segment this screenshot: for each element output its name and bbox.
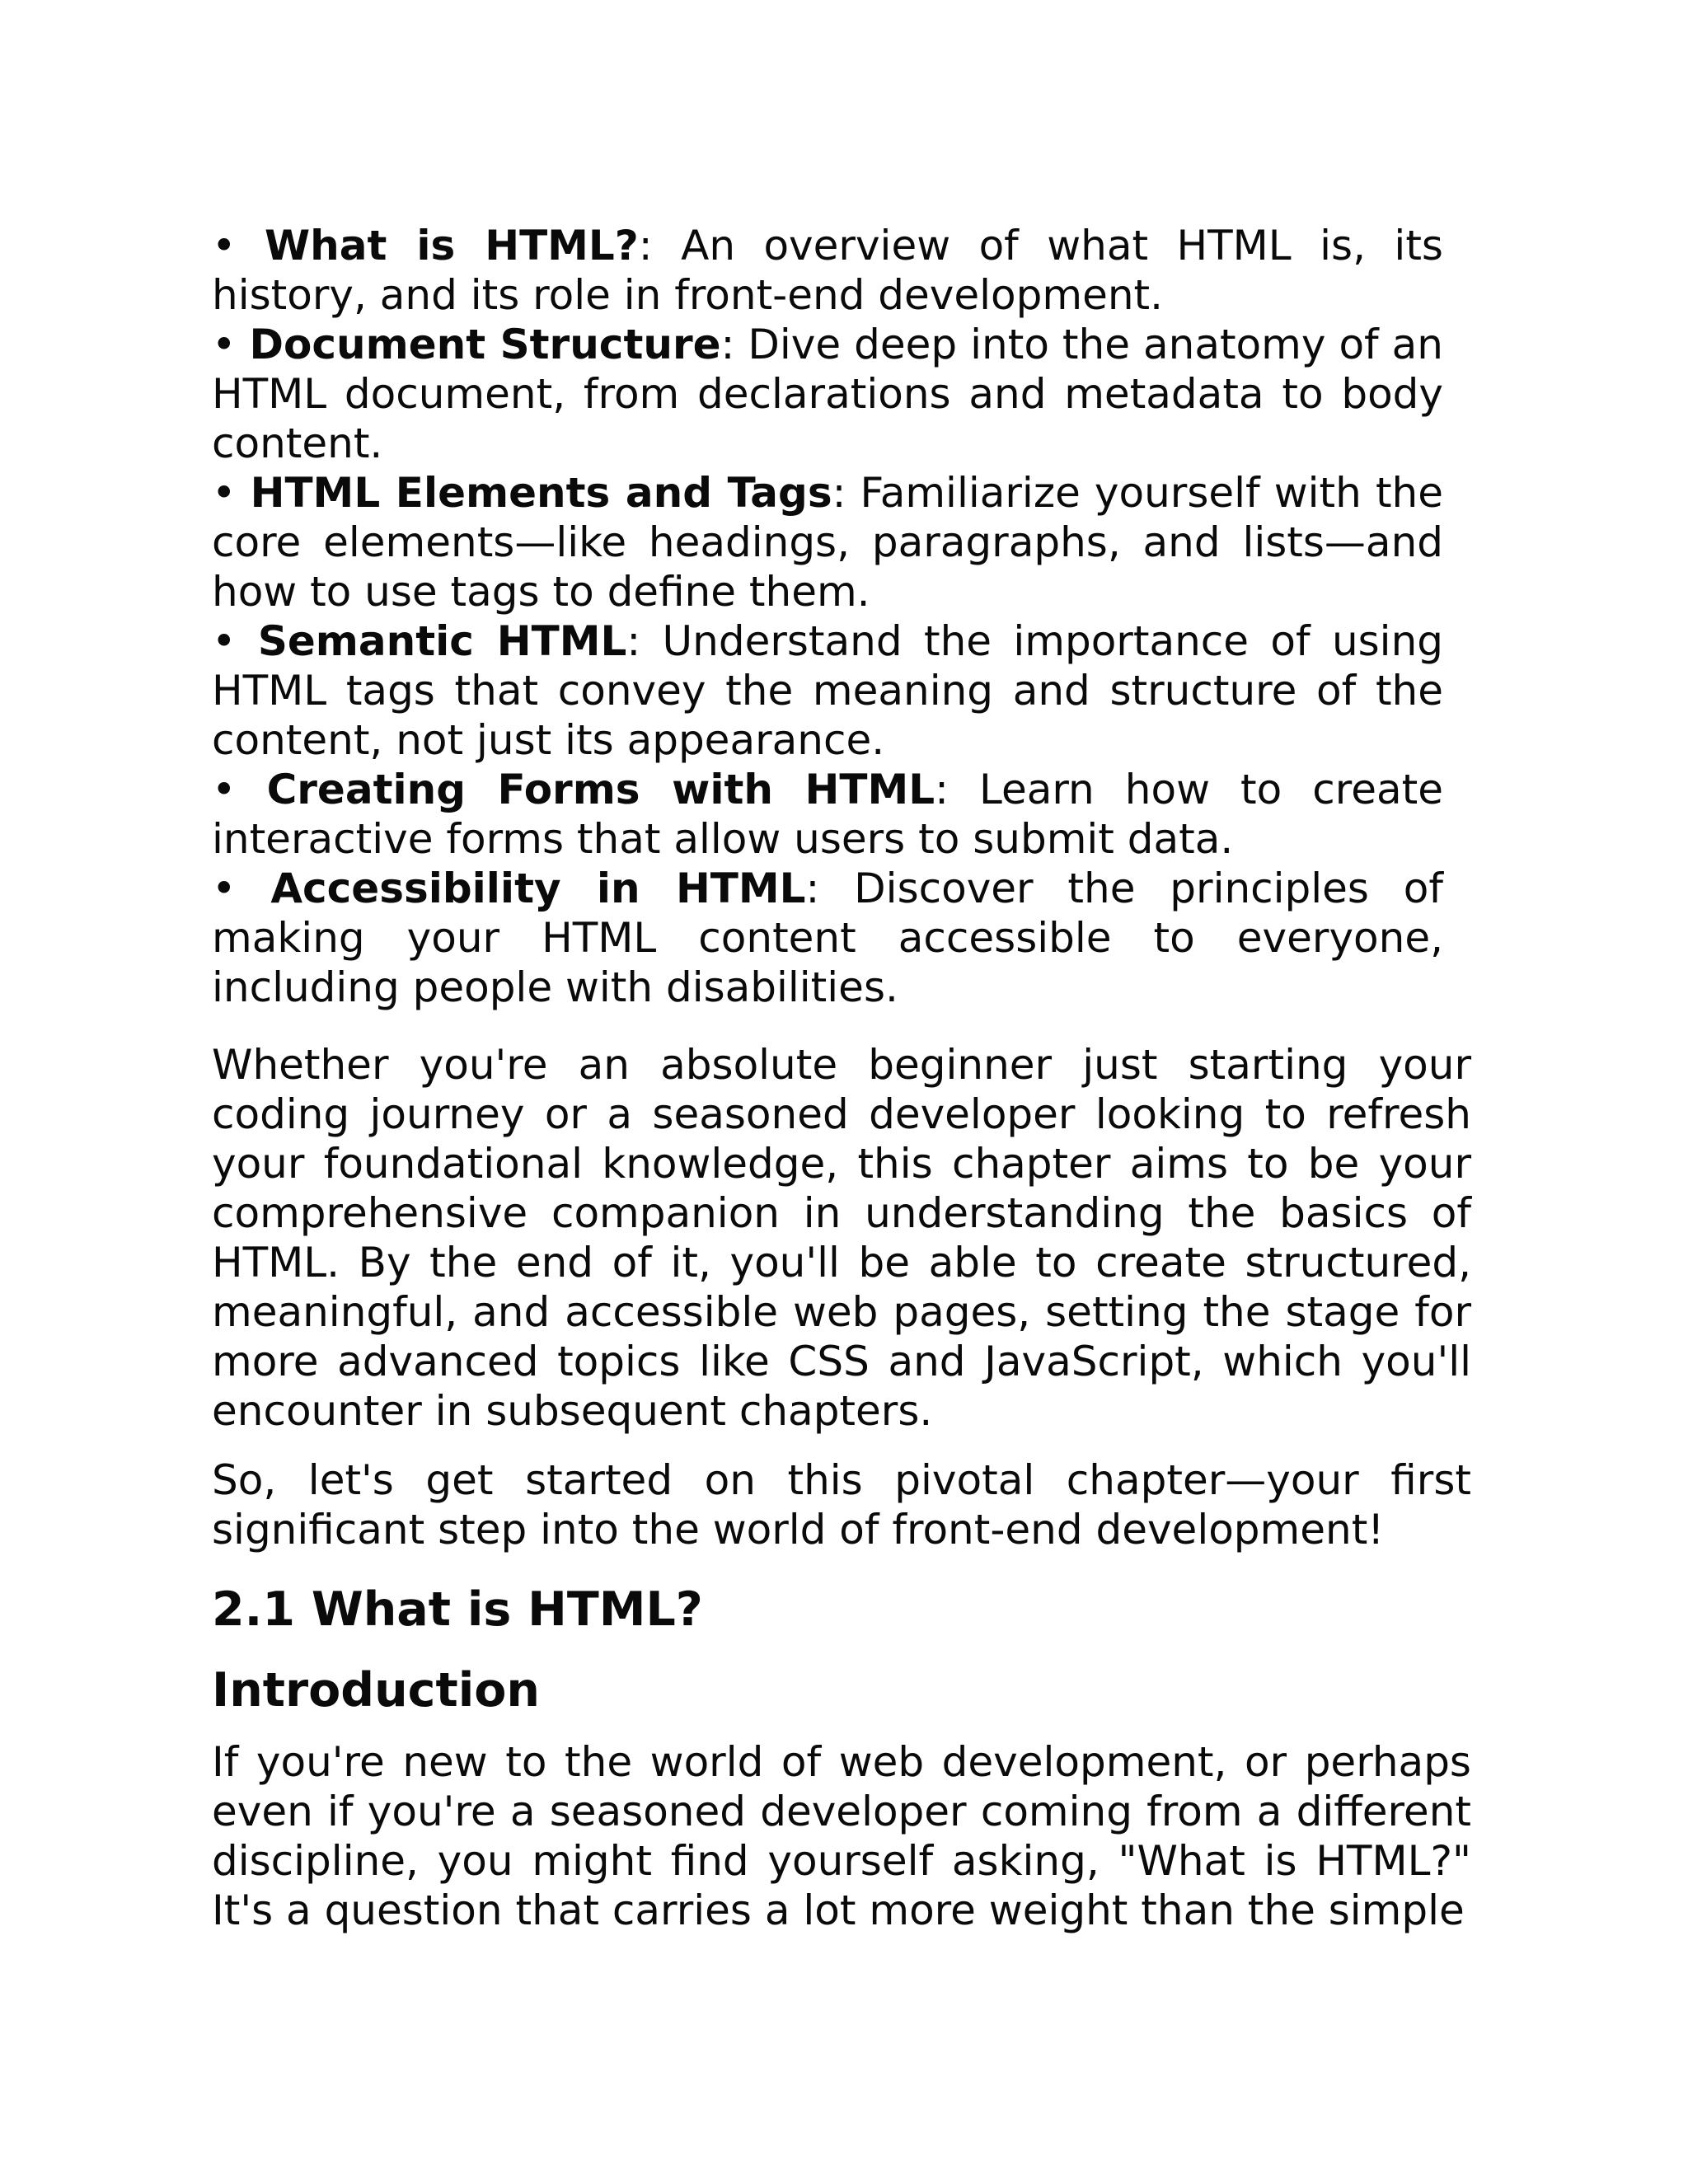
- bullet-symbol: •: [212, 469, 237, 517]
- bullet-term: What is HTML?: [264, 222, 639, 269]
- bullet-term: HTML Elements and Tags: [250, 469, 832, 517]
- bullet-term: Creating Forms with HTML: [266, 766, 935, 813]
- body-paragraph: Whether you're an absolute beginner just starting your coding journey or a seasoned developer looking to refresh your foundational knowledge, this chapter aims to be your comprehensive companion in understanding the basics of HTML. By the end of it, you'll be able to create structured, meaningful, and accessible web pages, setting the stage for more advanced topics like CSS and JavaScript, which you'll encounter in subsequent chapters.: [212, 1041, 1471, 1435]
- bullet-symbol: •: [212, 617, 237, 665]
- topic-list: [212, 221, 1443, 1012]
- bullet-symbol: •: [212, 766, 237, 813]
- list-item: [212, 864, 1443, 1012]
- list-item: [212, 616, 1443, 765]
- list-item: [212, 221, 1443, 320]
- bullet-description: : Learn how to create interactive forms that allow users to submit data.: [212, 766, 1443, 863]
- bullet-term: Document Structure: [249, 321, 721, 368]
- body-paragraph: So, let's get started on this pivotal chapter—your first significant step into the world of front-end development!: [212, 1456, 1471, 1554]
- bullet-symbol: •: [212, 865, 237, 912]
- bullet-symbol: •: [212, 321, 237, 368]
- bullet-description: : An overview of what HTML is, its history, and its role in front-end development.: [212, 222, 1443, 319]
- page-content: [212, 221, 1471, 1935]
- section-heading: 2.1 What is HTML?: [212, 1582, 703, 1637]
- list-item: [212, 320, 1443, 468]
- bullet-description: : Dive deep into the anatomy of an HTML document, from declarations and metadata to body content.: [212, 321, 1443, 467]
- bullet-symbol: •: [212, 222, 237, 269]
- list-item: [212, 765, 1443, 864]
- bullet-description: : Discover the principles of making your HTML content accessible to everyone, including people with disabilities.: [212, 865, 1443, 1011]
- bullet-term: Accessibility in HTML: [270, 865, 806, 912]
- list-item: [212, 468, 1443, 616]
- bullet-term: Semantic HTML: [257, 617, 627, 665]
- body-paragraph: If you're new to the world of web development, or perhaps even if you're a seasoned developer coming from a different discipline, you might find yourself asking, "What is HTML?" It's a question that carries a lot more weight than the simple: [212, 1738, 1471, 1934]
- bullet-description: : Familiarize yourself with the core elements—like headings, paragraphs, and lists—and how to use tags to define them.: [212, 469, 1444, 616]
- subheading: Introduction: [212, 1663, 540, 1718]
- bullet-description: : Understand the importance of using HTML tags that convey the meaning and structure of the content, not just its appearance.: [212, 617, 1443, 764]
